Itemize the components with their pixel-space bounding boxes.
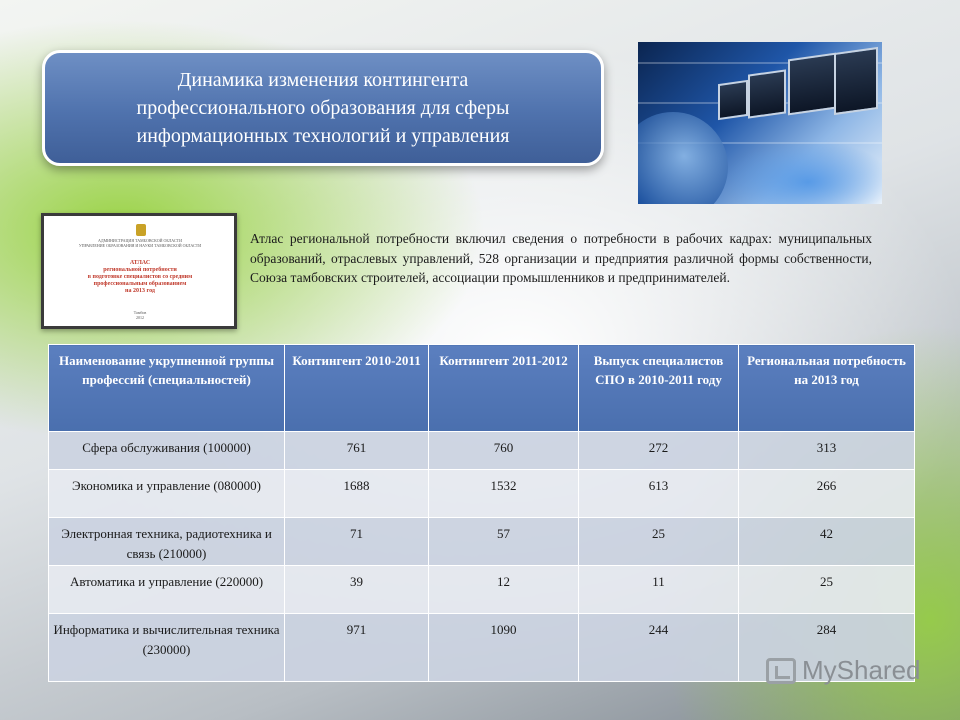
slide-title-line-3: информационных технологий и управления xyxy=(136,125,510,147)
cell-value: 11 xyxy=(579,566,739,614)
thumb-title-word: АТЛАС xyxy=(129,260,151,266)
watermark-text: MyShared xyxy=(802,655,921,685)
thumb-city: Тамбов xyxy=(133,310,147,315)
cell-value: 1532 xyxy=(429,470,579,518)
header-contingent-2011: Контингент 2011-2012 xyxy=(429,345,579,432)
monitor-shape xyxy=(748,69,786,118)
presentation-icon xyxy=(766,658,796,684)
thumb-title-line-1: региональной потребности xyxy=(103,267,177,273)
cell-value: 25 xyxy=(579,518,739,566)
cell-value: 313 xyxy=(739,432,915,470)
thumb-header-line-1: АДМИНИСТРАЦИЯ ТАМБОВСКОЙ ОБЛАСТИ xyxy=(97,238,182,243)
title-box xyxy=(42,50,604,166)
cell-specialty: Электронная техника, радиотехника и связь (210000) xyxy=(49,518,285,566)
crest-icon xyxy=(136,224,146,236)
cell-value: 272 xyxy=(579,432,739,470)
slide-title-line-1: Динамика изменения контингента xyxy=(177,69,469,91)
cell-value: 971 xyxy=(285,614,429,682)
cell-specialty: Сфера обслуживания (100000) xyxy=(49,432,285,470)
globe-shape xyxy=(638,112,728,204)
slide-title-line-2: профессионального образования для сферы xyxy=(136,97,510,119)
cell-value: 42 xyxy=(739,518,915,566)
specialties-table xyxy=(48,344,915,682)
cell-value: 57 xyxy=(429,518,579,566)
thumb-header xyxy=(48,238,232,248)
thumb-title-line-3: профессиональным образованием xyxy=(93,281,187,287)
cell-value: 71 xyxy=(285,518,429,566)
header-graduates: Выпуск специалистов СПО в 2010-2011 году xyxy=(579,345,739,432)
computer-lab-photo xyxy=(638,42,882,204)
header-specialty-group: Наименование укрупненной группы профессий (специальностей) xyxy=(49,345,285,432)
table-row xyxy=(49,518,915,566)
cell-value: 39 xyxy=(285,566,429,614)
thumb-title xyxy=(48,260,232,295)
slide-title xyxy=(88,66,558,150)
cell-value: 244 xyxy=(579,614,739,682)
cell-value: 760 xyxy=(429,432,579,470)
cell-value: 25 xyxy=(739,566,915,614)
cell-specialty: Экономика и управление (080000) xyxy=(49,470,285,518)
table-row xyxy=(49,432,915,470)
thumb-header-line-2: УПРАВЛЕНИЕ ОБРАЗОВАНИЯ И НАУКИ ТАМБОВСКОЙ ОБЛАСТИ xyxy=(78,243,202,248)
atlas-cover-thumbnail xyxy=(41,213,237,329)
thumb-title-line-2: в подготовке специалистов со средним xyxy=(87,274,193,280)
thumb-footer xyxy=(48,310,232,320)
header-regional-demand: Региональная потребность на 2013 год xyxy=(739,345,915,432)
monitor-shape xyxy=(788,53,836,116)
cell-value: 284 xyxy=(739,614,915,682)
table-header-row xyxy=(49,345,915,432)
cell-value: 1688 xyxy=(285,470,429,518)
cell-specialty: Автоматика и управление (220000) xyxy=(49,566,285,614)
cell-value: 266 xyxy=(739,470,915,518)
cell-value: 12 xyxy=(429,566,579,614)
table-row xyxy=(49,566,915,614)
thumb-year: 2012 xyxy=(136,315,144,320)
cell-specialty: Информатика и вычислительная техника (230000) xyxy=(49,614,285,682)
monitor-shape xyxy=(718,80,748,120)
thumb-title-line-4: на 2013 год xyxy=(125,288,155,294)
monitor-shape xyxy=(834,47,878,115)
cell-value: 761 xyxy=(285,432,429,470)
table-row xyxy=(49,470,915,518)
cell-value: 1090 xyxy=(429,614,579,682)
cell-value: 613 xyxy=(579,470,739,518)
myshared-watermark xyxy=(766,655,921,686)
intro-paragraph: Атлас региональной потребности включил сведения о потребности в рабочих кадрах: муниципальных образований, отраслевых управлений, 528 организации и предприятия различной формы собственности, Союза тамбовских строителей, ассоциации промышленников и предпринимателей. xyxy=(250,231,872,285)
header-contingent-2010: Контингент 2010-2011 xyxy=(285,345,429,432)
